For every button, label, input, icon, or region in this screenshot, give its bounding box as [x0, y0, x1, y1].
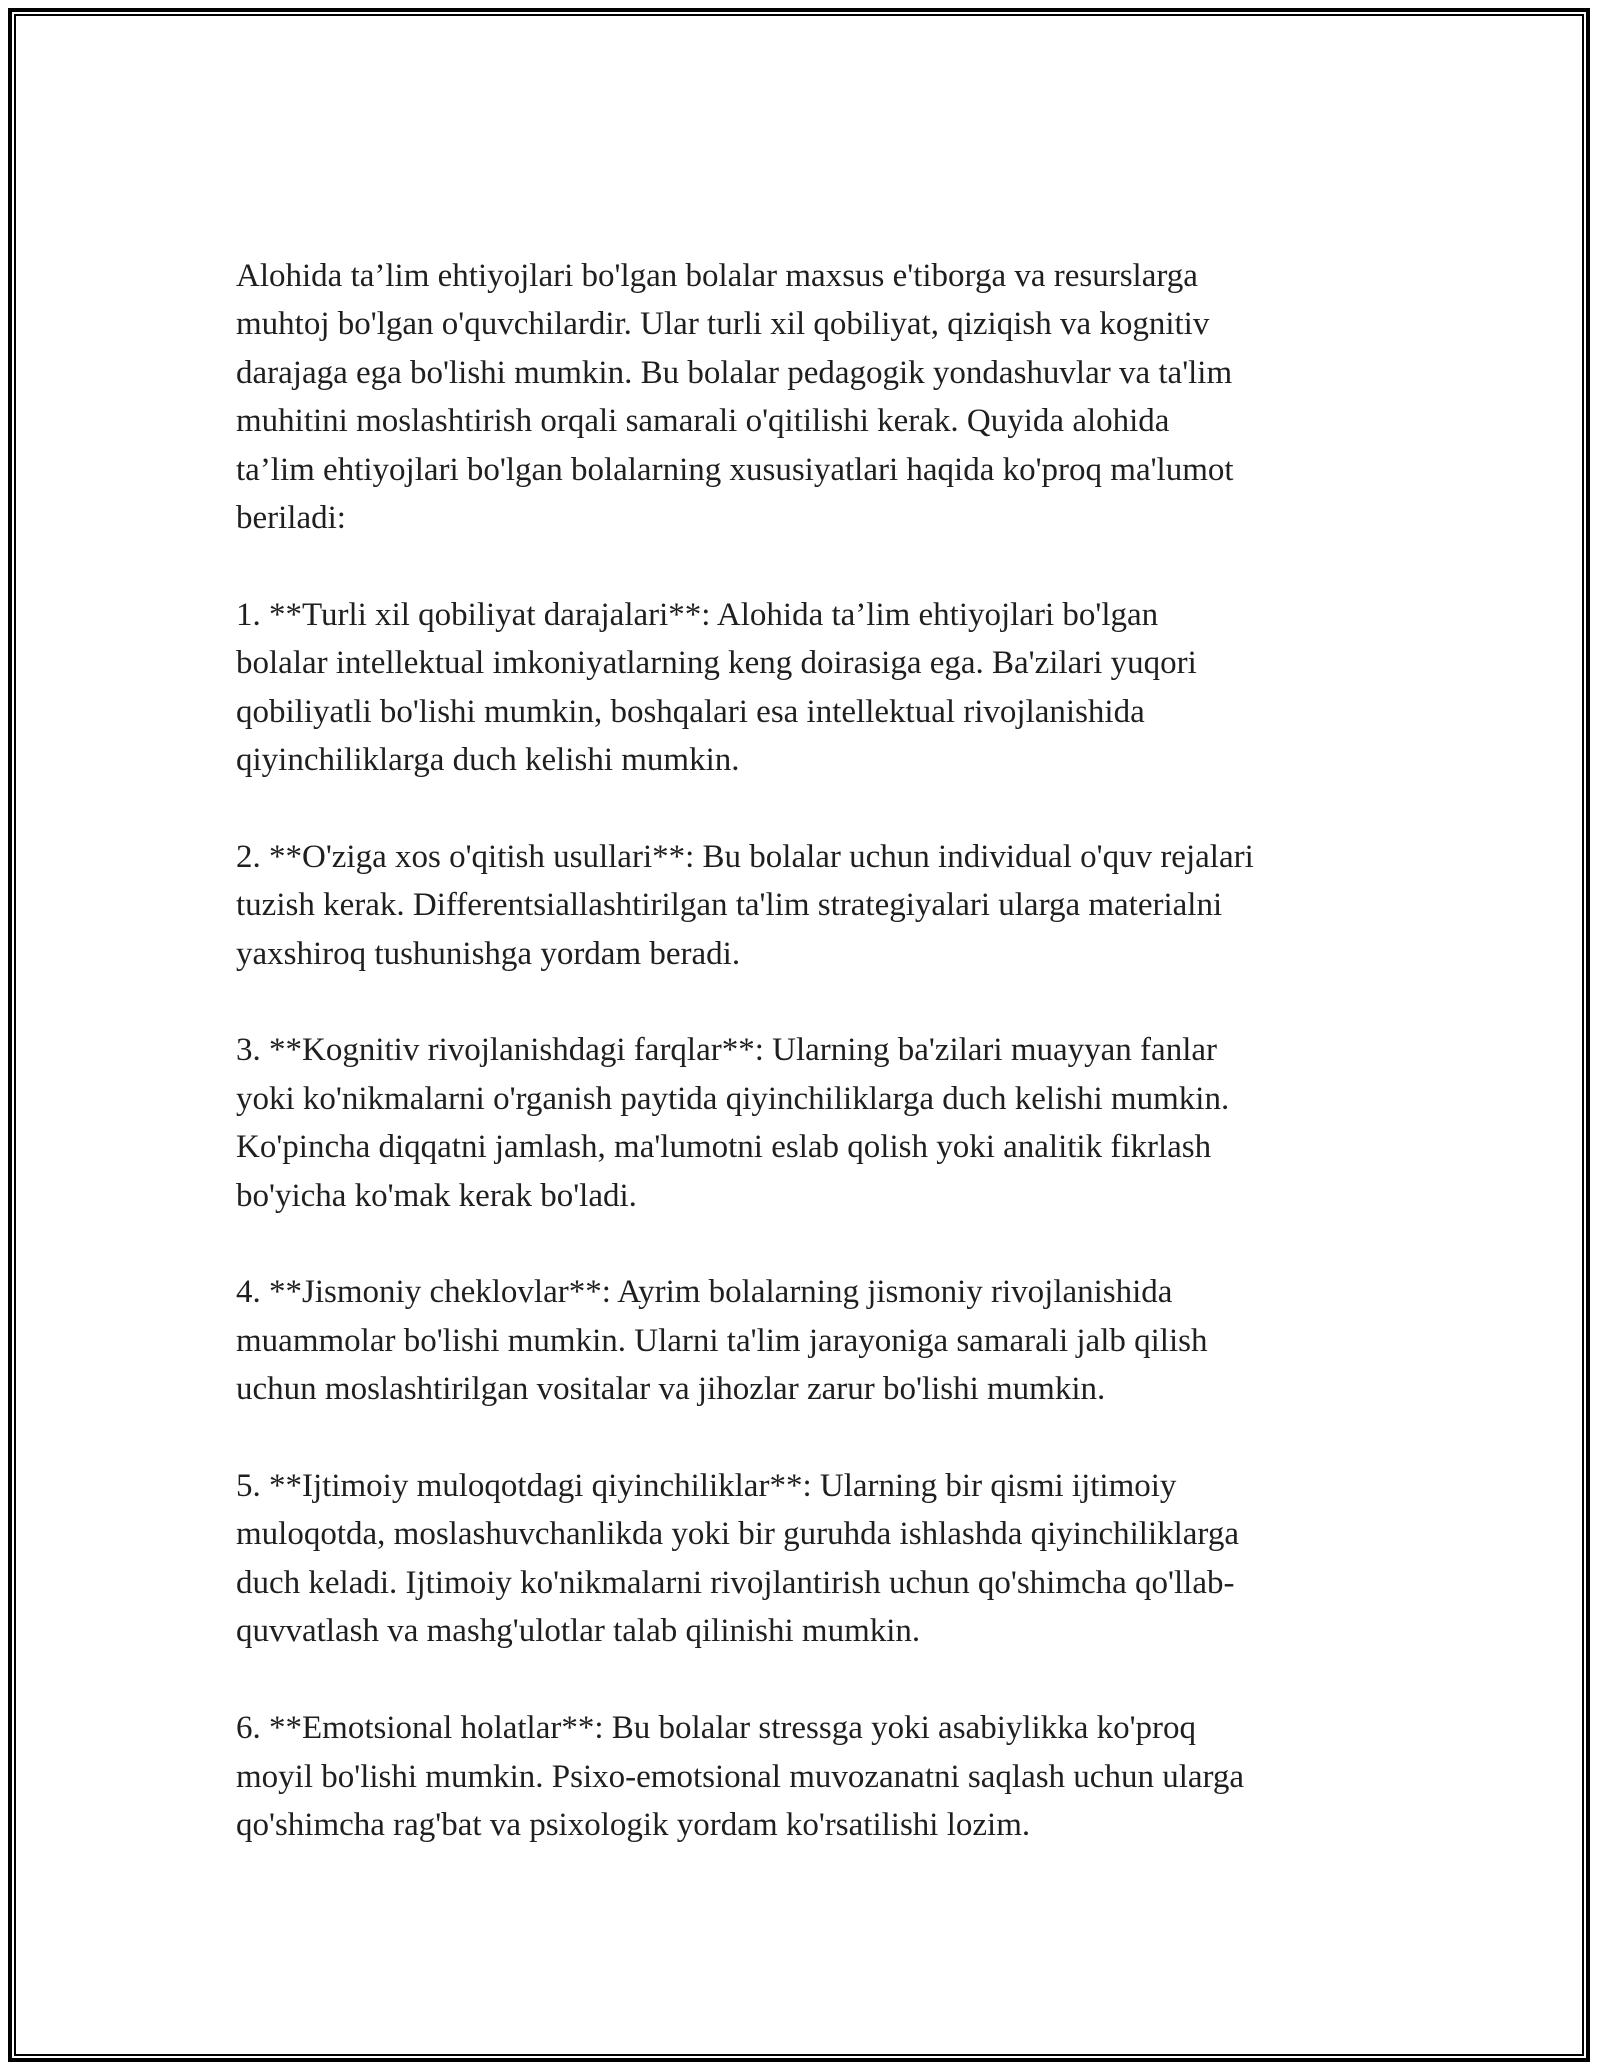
- text-line: 4. **Jismoniy cheklovlar**: Ayrim bolalarning jismoniy rivojlanishida: [236, 1274, 1173, 1311]
- text-line: 5. **Ijtimoiy muloqotdagi qiyinchiliklar**: Ularning bir qismi ijtimoiy: [236, 1468, 1177, 1505]
- text-line: 2. **O'ziga xos o'qitish usullari**: Bu bolalar uchun individual o'quv rejalari: [236, 838, 1254, 875]
- text-line: qo'shimcha rag'bat va psixologik yordam ko'rsatilishi lozim.: [236, 1806, 1031, 1843]
- text-line: muhtoj bo'lgan o'quvchilardir. Ular turli xil qobiliyat, qiziqish va kognitiv: [236, 306, 1210, 343]
- text-line: uchun moslashtirilgan vositalar va jihozlar zarur bo'lishi mumkin.: [236, 1371, 1106, 1408]
- text-line: yaxshiroq tushunishga yordam beradi.: [236, 935, 741, 972]
- text-line: 6. **Emotsional holatlar**: Bu bolalar stressga yoki asabiylikka ko'proq: [236, 1710, 1197, 1747]
- text-line: tuzish kerak. Differentsiallashtirilgan ta'lim strategiyalari ularga materialni: [236, 887, 1223, 924]
- text-line: muloqotda, moslashuvchanlikda yoki bir guruhda ishlashda qiyinchiliklarga: [236, 1516, 1239, 1553]
- text-line: yoki ko'nikmalarni o'rganish paytida qiyinchiliklarga duch kelishi mumkin.: [236, 1080, 1230, 1117]
- text-line: moyil bo'lishi mumkin. Psixo-emotsional muvozanatni saqlash uchun ularga: [236, 1758, 1245, 1795]
- list-item-1: [236, 591, 1396, 785]
- text-line: bolalar intellektual imkoniyatlarning keng doirasiga ega. Ba'zilari yuqori: [236, 645, 1197, 682]
- text-line: darajaga ega bo'lishi mumkin. Bu bolalar pedagogik yondashuvlar va ta'lim: [236, 354, 1233, 391]
- list-item-5: [236, 1462, 1396, 1656]
- intro-paragraph: [236, 252, 1396, 542]
- text-line: qobiliyatli bo'lishi mumkin, boshqalari esa intellektual rivojlanishida: [236, 693, 1145, 730]
- list-item-3: [236, 1026, 1396, 1220]
- list-item-4: [236, 1268, 1396, 1413]
- text-line: 1. **Turli xil qobiliyat darajalari**: Alohida ta’lim ehtiyojlari bo'lgan: [236, 596, 1159, 633]
- text-line: bo'yicha ko'mak kerak bo'ladi.: [236, 1177, 637, 1214]
- text-line: quvvatlash va mashg'ulotlar talab qilinishi mumkin.: [236, 1613, 921, 1650]
- text-line: ta’lim ehtiyojlari bo'lgan bolalarning xususiyatlari haqida ko'proq ma'lumot: [236, 451, 1234, 488]
- list-item-2: [236, 833, 1396, 978]
- text-line: beriladi:: [236, 500, 346, 537]
- text-line: 3. **Kognitiv rivojlanishdagi farqlar**: Ularning ba'zilari muayyan fanlar: [236, 1032, 1217, 1069]
- text-line: duch keladi. Ijtimoiy ko'nikmalarni rivojlantirish uchun qo'shimcha qo'llab-: [236, 1564, 1235, 1601]
- text-line: muammolar bo'lishi mumkin. Ularni ta'lim jarayoniga samarali jalb qilish: [236, 1322, 1208, 1359]
- text-line: Ko'pincha diqqatni jamlash, ma'lumotni eslab qolish yoki analitik fikrlash: [236, 1129, 1212, 1166]
- text-line: Alohida ta’lim ehtiyojlari bo'lgan bolalar maxsus e'tiborga va resurslarga: [236, 258, 1198, 294]
- list-item-6: [236, 1704, 1396, 1849]
- document-body: [236, 252, 1396, 1849]
- text-line: muhitini moslashtirish orqali samarali o'qitilishi kerak. Quyida alohida: [236, 403, 1170, 440]
- text-line: qiyinchiliklarga duch kelishi mumkin.: [236, 742, 740, 779]
